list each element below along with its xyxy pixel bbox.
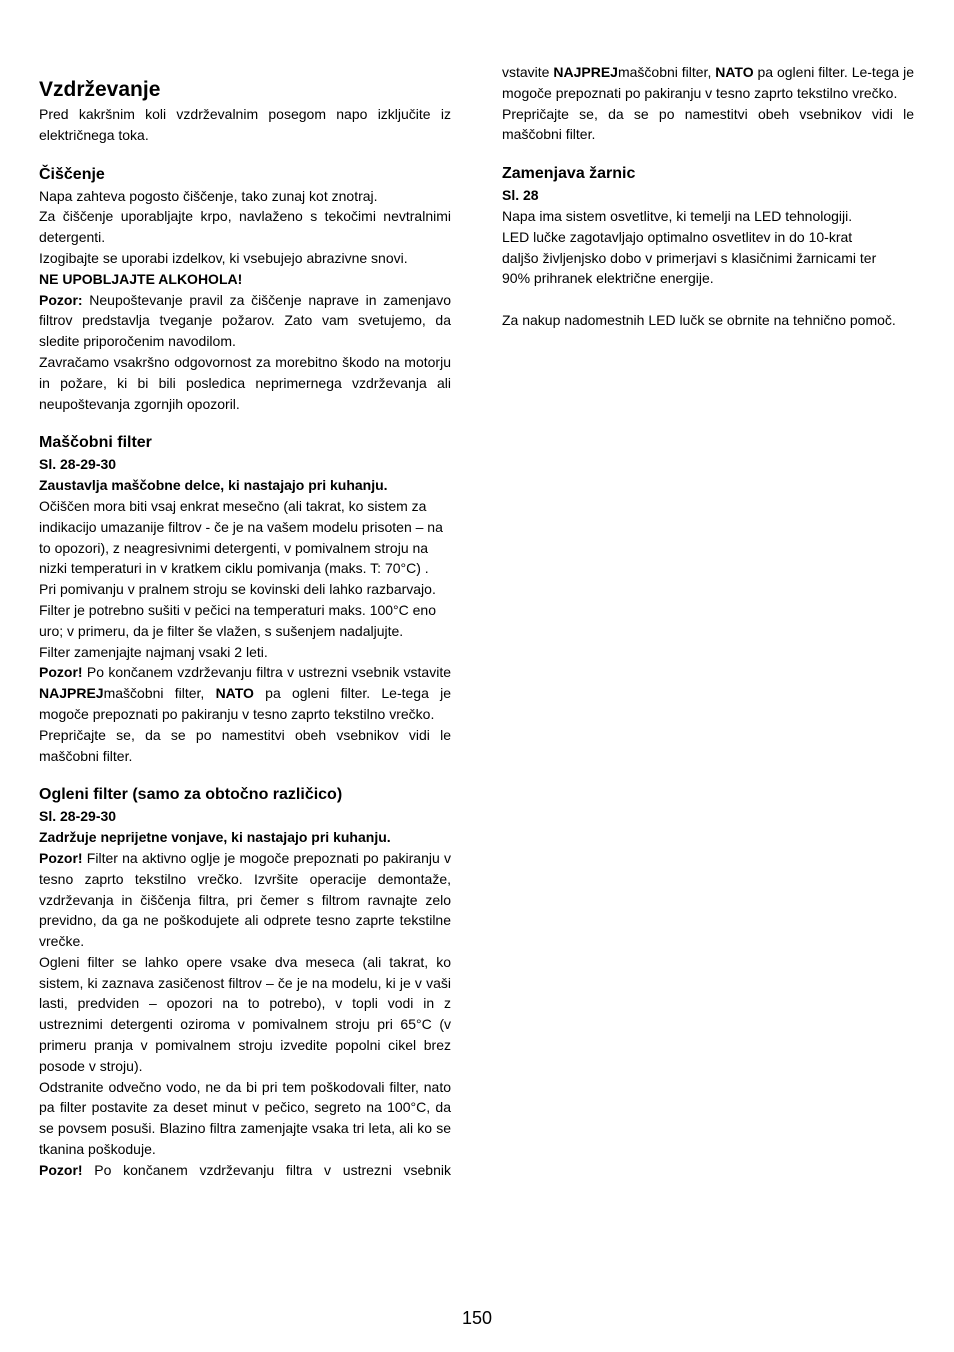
- lamps-p2: Za nakup nadomestnih LED lučk se obrnite na tehnično pomoč.: [502, 311, 896, 328]
- page-title: Vzdrževanje: [39, 78, 161, 101]
- lamps-line-3: daljšo življenjsko dobo v primerjavi s klasičnimi žarnicami ter: [502, 249, 877, 266]
- grease-p5: Prepričajte se, da se po namestitvi obeh vsebnikov vidi le maščobni filter.: [39, 726, 451, 764]
- lamps-heading: Zamenjava žarnic: [502, 165, 636, 183]
- carbon-lead: Zadržuje neprijetne vonjave, ki nastajajo pri kuhanju.: [39, 829, 391, 846]
- page-number: 150: [461, 1308, 493, 1328]
- cleaning-p2: Za čiščenje uporabljajte krpo, navlaženo s tekočimi nevtralnimi detergenti.: [39, 208, 451, 246]
- grease-ref: Sl. 28-29-30: [39, 456, 117, 473]
- caution-continued: vstavite NAJPREJmaščobni filter, NATO pa ogleni filter. Le-tega je mogoče prepoznati po pakiranju v tesno zaprto tekstilno vrečko.: [502, 64, 914, 101]
- carbon-filter-heading: Ogleni filter (samo za obtočno različico): [39, 786, 343, 804]
- carbon-caution: Pozor! Filter na aktivno oglje je mogoče prepoznati po pakiranju v tesno zaprto tekstilno vrečko. Izvršite operacije demontaže, vzdrževanja in čiščenja filtra, pri čemer s filtrom ravnajte zelo previdno, da ga ne poškodujete ali odprete tesno zaprte tekstilne vrečke.: [39, 849, 451, 950]
- cleaning-p3: Izogibajte se uporabi izdelkov, ki vsebujejo abrazivne snovi.: [39, 249, 408, 266]
- grease-filter-heading: Maščobni filter: [39, 434, 152, 452]
- left-column: [39, 62, 451, 1181]
- lamps-line-4: 90% prihranek električne energije.: [502, 270, 714, 287]
- grease-p1: Očiščen mora biti vsaj enkrat mesečno (ali takrat, ko sistem za indikacijo umazanije filtrov - če je na vašem modelu prisoten – na to opozori), z neagresivnimi detergenti, v pomivalnem stroju na nizki temperaturi in v kratkem ciklu pomivanja (maks. T: 70°C) .: [39, 497, 443, 577]
- intro-paragraph: Pred kakršnim koli vzdrževalnim posegom napo izključite iz električnega toka.: [39, 106, 451, 143]
- carbon-p2: Odstranite odvečno vodo, ne da bi pri tem poškodovali filter, nato pa filter postavite za deset minut v pečico, segreto na 100°C, da se povsem posuši. Blazino filtra zamenjajte vsaka tri leta, ali ko se tkanina poškoduje.: [39, 1078, 451, 1158]
- cleaning-heading: Čiščenje: [39, 165, 105, 183]
- caution-label: Pozor:: [39, 291, 83, 308]
- alcohol-warning: NE UPOBLJAJTE ALKOHOLA!: [39, 270, 243, 287]
- grease-p4: Filter zamenjajte najmanj vsaki 2 leti.: [39, 643, 268, 660]
- cleaning-caution: Pozor: Neupoštevanje pravil za čiščenje naprave in zamenjavo filtrov predstavlja tveganje požarov. Zato vam svetujemo, da sledite priporočenim navodilom.: [39, 291, 451, 350]
- carbon-ref: Sl. 28-29-30: [39, 808, 117, 825]
- grease-caution: Pozor! Po končanem vzdrževanju filtra v ustrezni vsebnik vstavite NAJPREJmaščobni filter, NATO pa ogleni filter. Le-tega je mogoče prepoznati po pakiranju v tesno zaprto tekstilno vrečko.: [39, 664, 451, 722]
- carbon-caution-2: Pozor! Po končanem vzdrževanju filtra v ustrezni vsebnik: [39, 1161, 451, 1178]
- right-p1: Prepričajte se, da se po namestitvi obeh vsebnikov vidi le maščobni filter.: [502, 105, 914, 143]
- grease-lead: Zaustavlja maščobne delce, ki nastajajo pri kuhanju.: [39, 477, 388, 494]
- right-column: [502, 62, 914, 331]
- cleaning-p1: Napa zahteva pogosto čiščenje, tako zunaj kot znotraj.: [39, 187, 378, 204]
- cleaning-p4: Zavračamo vsakršno odgovornost za morebitno škodo na motorju in požare, ki bi bili posledica neprimernega vzdrževanja ali neupoštevanja zgornjih opozoril.: [39, 353, 451, 412]
- lamps-line-2: LED lučke zagotavljajo optimalno osvetlitev in do 10-krat: [502, 228, 853, 245]
- grease-p3: Filter je potrebno sušiti v pečici na temperaturi maks. 100°C eno uro; v primeru, da je filter še vlažen, s sušenjem nadaljujte.: [39, 601, 437, 639]
- lamps-line-1: Napa ima sistem osvetlitve, ki temelji na LED tehnologiji.: [502, 207, 853, 224]
- lamps-ref: Sl. 28: [502, 187, 539, 204]
- carbon-p1: Ogleni filter se lahko opere vsake dva meseca (ali takrat, ko sistem, ki zaznava zasičenost filtrov – če je na modelu, ki je v vaši lasti, predviden – opozori na to potrebo), v topli vodi in z ustreznimi detergenti oziroma v pomivalnem stroju pri 65°C (v primeru pranja v pomivalnem stroju izvedite popolni cikel brez posode v stroju).: [39, 953, 451, 1074]
- grease-p2: Pri pomivanju v pralnem stroju se kovinski deli lahko razbarvajo.: [39, 581, 436, 598]
